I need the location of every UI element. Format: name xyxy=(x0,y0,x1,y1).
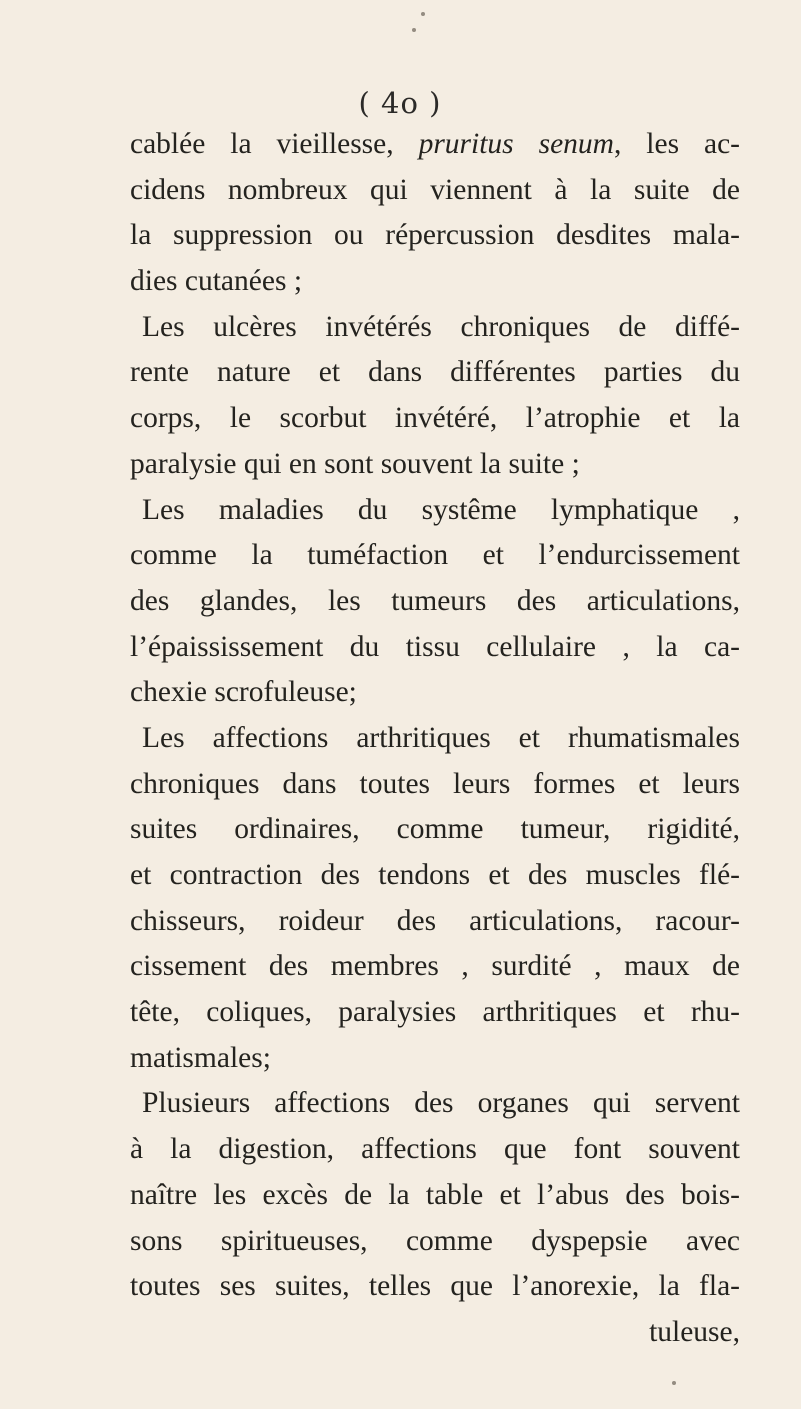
text-line: sons spiritueuses, comme dyspepsie avec xyxy=(130,1224,740,1257)
text-line: tête, coliques, paralysies arthritiques et rhu- xyxy=(130,996,740,1029)
text-line: naître les excès de la table et l’abus des bois- xyxy=(130,1178,740,1211)
text-line: comme la tuméfaction et l’endurcissement xyxy=(130,539,740,572)
text-line: chisseurs, roideur des articulations, racour- xyxy=(130,904,740,937)
text-line: toutes ses suites, telles que l’anorexie, la fla- xyxy=(130,1270,740,1303)
text-line: chexie scrofuleuse; xyxy=(130,676,357,709)
text-line: cissement des membres , surdité , maux de xyxy=(130,950,740,983)
text-line: chroniques dans toutes leurs formes et leurs xyxy=(130,767,740,800)
text-line xyxy=(130,122,740,168)
text-line: rente nature et dans différentes parties du xyxy=(130,356,740,389)
text-line: des glandes, les tumeurs des articulations, xyxy=(130,584,740,617)
paragraph-start: Plusieurs affections des organes qui servent xyxy=(142,1087,740,1120)
latin-term: pruritus senum xyxy=(418,128,614,160)
text-line: paralysie qui en sont souvent la suite ; xyxy=(130,447,580,480)
paragraph-start: Les affections arthritiques et rhumatismales xyxy=(142,721,740,754)
paper-speck xyxy=(672,1381,676,1385)
text-line: l’épaississement du tissu cellulaire , la ca- xyxy=(130,630,740,663)
paragraph-start: Les maladies du systême lymphatique , xyxy=(142,493,740,526)
catchword-line: tuleuse, xyxy=(649,1315,740,1348)
text-line: cidens nombreux qui viennent à la suite de xyxy=(130,173,740,206)
text-line: et contraction des tendons et des muscles flé- xyxy=(130,859,740,891)
page-number: ( 4o ) xyxy=(358,86,442,120)
text-line: corps, le scorbut invétéré, l’atrophie et la xyxy=(130,402,740,435)
text-line: matismales; xyxy=(130,1041,271,1074)
text-line: dies cutanées ; xyxy=(130,265,303,298)
line-text: cablée la vieillesse, xyxy=(130,128,419,160)
paragraph-start: Les ulcères invétérés chroniques de diffé- xyxy=(142,310,740,343)
text-line: à la digestion, affections que font souvent xyxy=(130,1133,740,1166)
text-line: la suppression ou répercussion desdites mala- xyxy=(130,219,740,252)
text-line: suites ordinaires, comme tumeur, rigidité, xyxy=(130,813,740,846)
paper-speck xyxy=(421,12,425,16)
line-text: , les ac- xyxy=(613,128,741,160)
body-text xyxy=(130,122,740,1356)
paper-speck xyxy=(412,28,416,32)
